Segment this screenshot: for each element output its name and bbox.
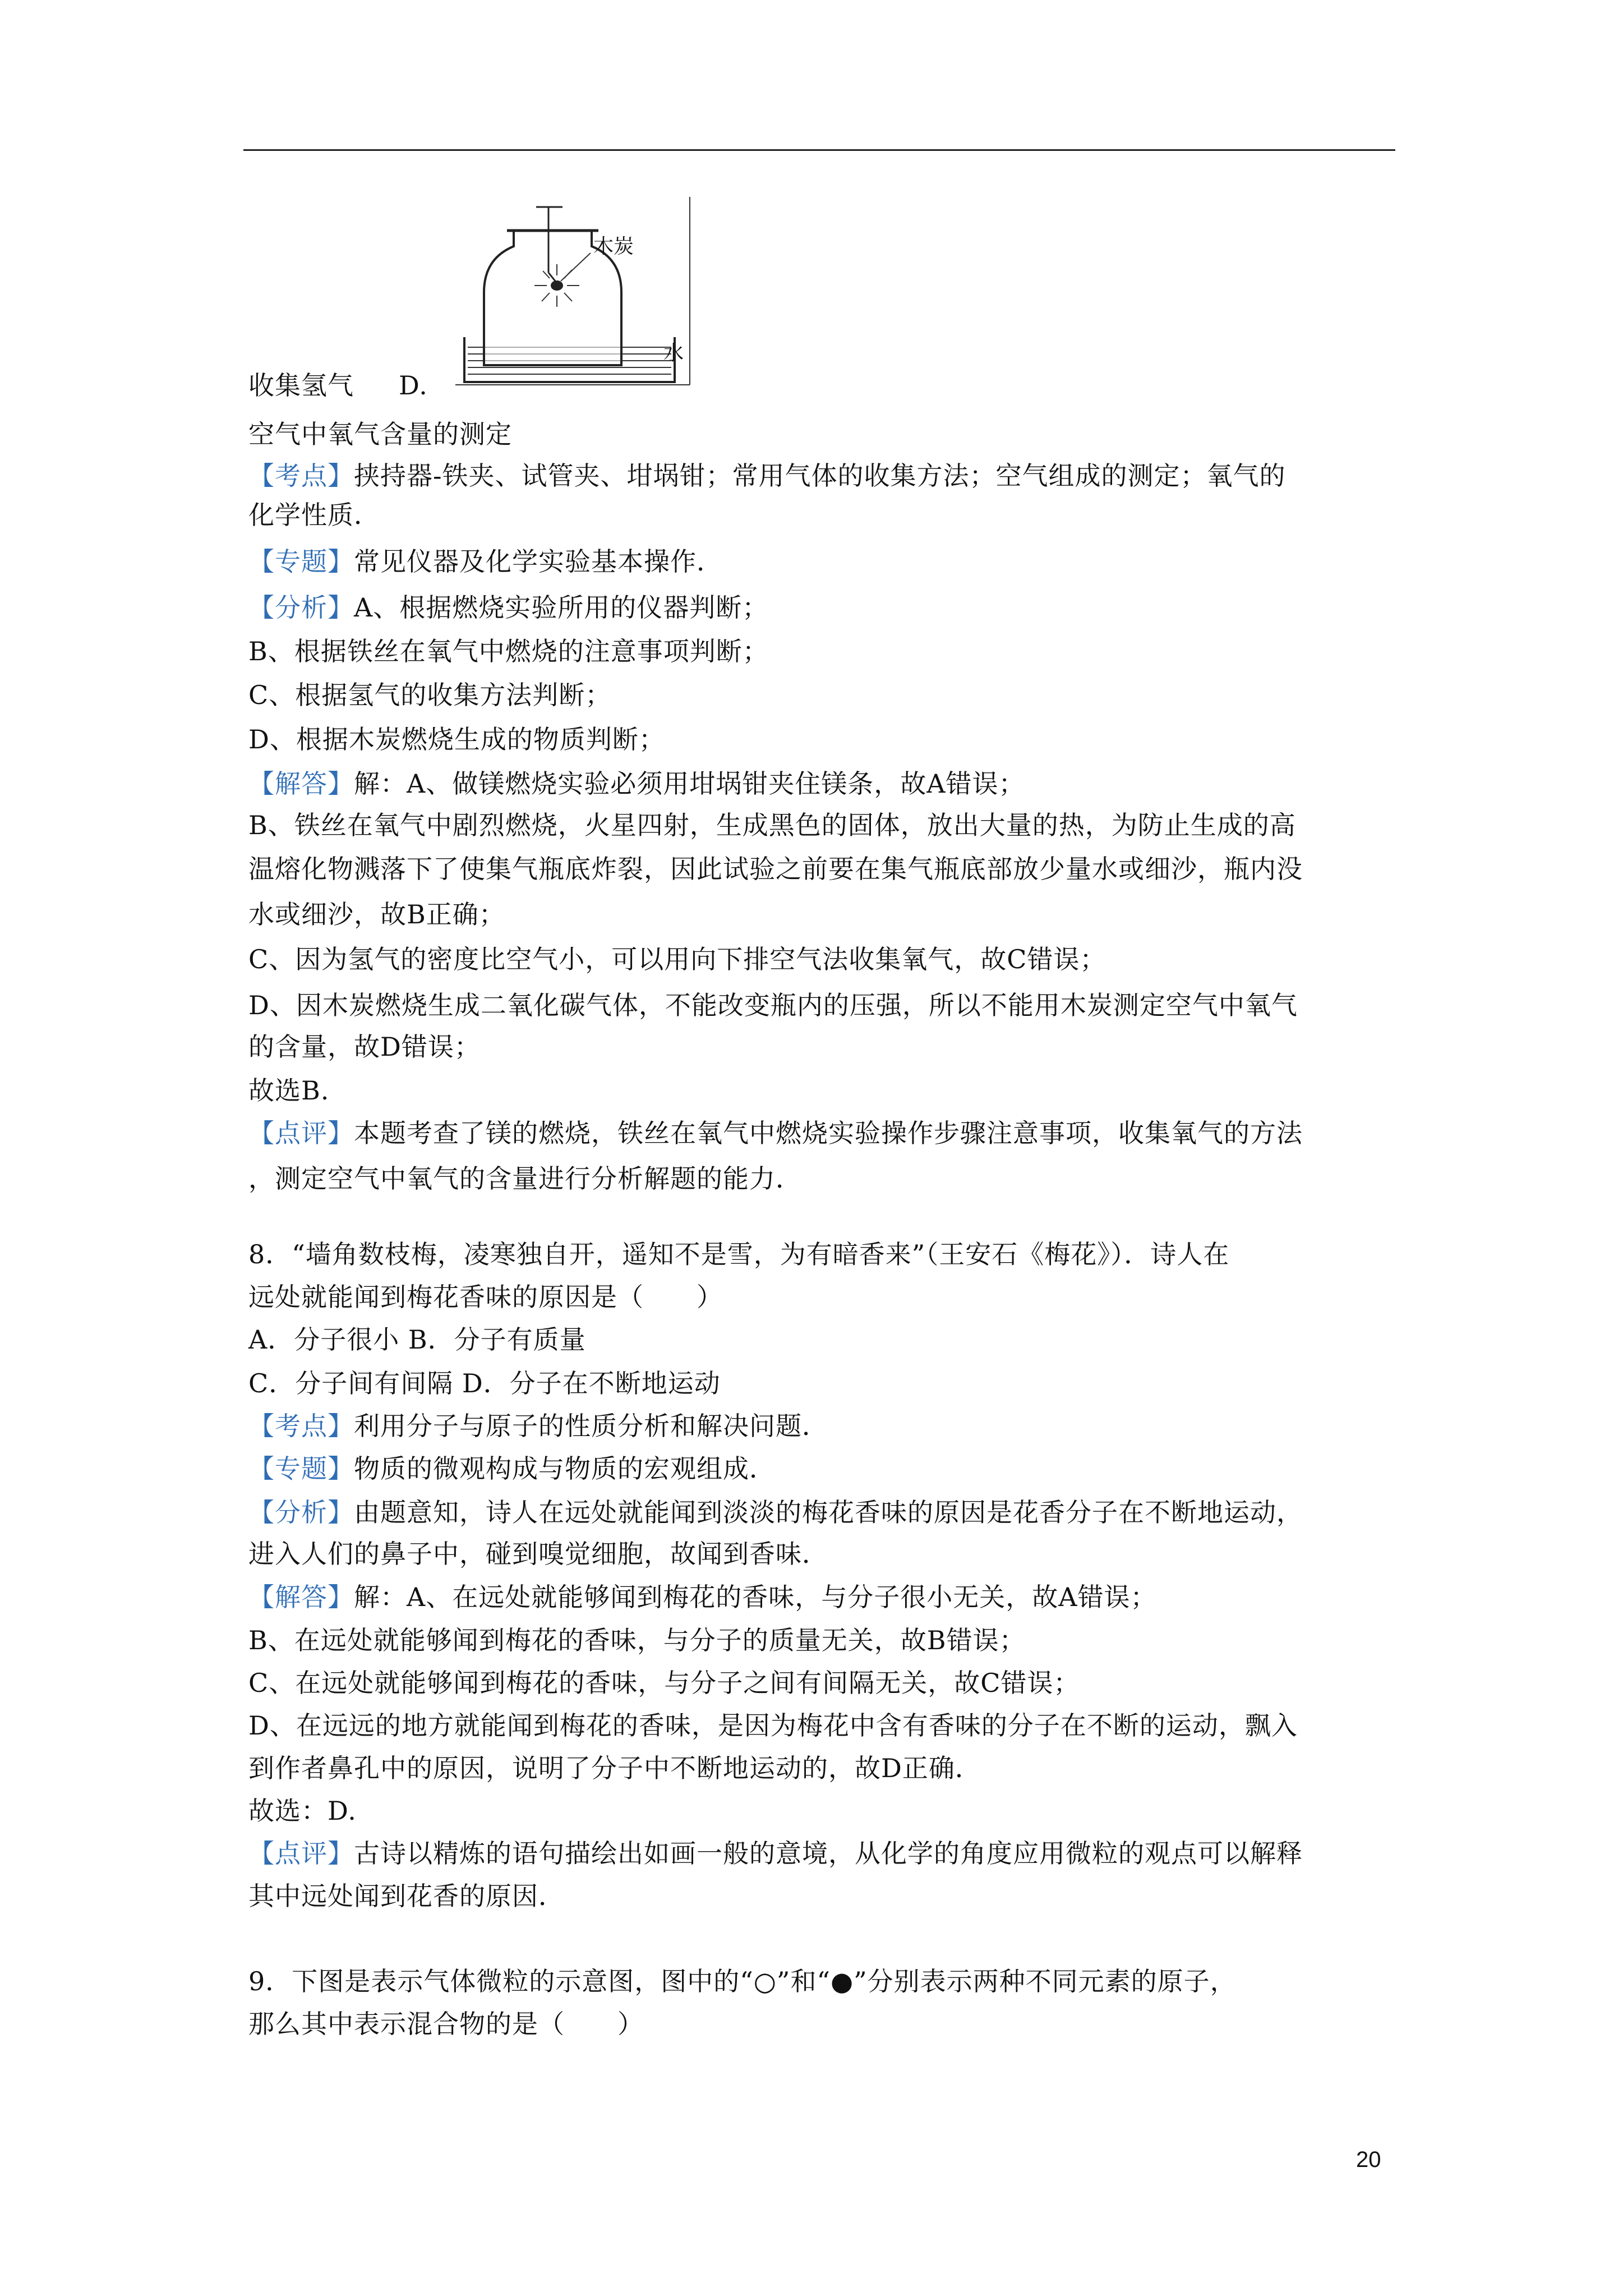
label-water: 水: [663, 342, 684, 365]
q8-fenxi: 【分析】由题意知，诗人在远处就能闻到淡淡的梅花香味的原因是花香分子在不断地运动，: [248, 1497, 1303, 1527]
q7-jieda-5: C、因为氢气的密度比空气小，可以用向下排空气法收集氧气，故C错误；: [248, 944, 1106, 974]
q7-jieda-3: 温熔化物溅落下了使集气瓶底炸裂，因此试验之前要在集气瓶底部放少量水或细沙，瓶内没: [248, 854, 1303, 884]
q8-stem: 8．“墙角数枝梅，凌寒独自开，遥知不是雪，为有暗香来”（王安石《梅花》）．诗人在: [248, 1239, 1230, 1269]
q9-stem-cont: 那么其中表示混合物的是（ ）: [248, 2009, 644, 2039]
q8-options-cd: C．分子间有间隔 D．分子在不断地运动: [248, 1368, 721, 1398]
tag-zhuanti: 【专题】: [248, 546, 354, 577]
q7-fenxi-d: D、根据木炭燃烧生成的物质判断；: [248, 724, 665, 754]
page-number: 20: [1356, 2147, 1381, 2172]
q7-dianping: 【点评】本题考查了镁的燃烧，铁丝在氧气中燃烧实验操作步骤注意事项，收集氧气的方法: [248, 1118, 1303, 1148]
q8-jieda: 【解答】解：A、在远处就能够闻到梅花的香味，与分子很小无关，故A错误；: [248, 1582, 1157, 1612]
label-charcoal: 木炭: [593, 235, 634, 258]
q8-jieda-d-cont: 到作者鼻孔中的原因，说明了分子中不断地运动的，故D正确．: [248, 1753, 981, 1783]
q8-zhuanti: 【专题】物质的微观构成与物质的宏观组成．: [248, 1453, 776, 1484]
tag-jieda: 【解答】: [248, 1582, 354, 1612]
tag-dianping: 【点评】: [248, 1118, 354, 1148]
tag-jieda: 【解答】: [248, 769, 354, 799]
q7-kaodian-cont: 化学性质．: [248, 500, 380, 530]
q7-jieda-6: D、因木炭燃烧生成二氧化碳气体，不能改变瓶内的压强，所以不能用木炭测定空气中氧气: [248, 990, 1298, 1020]
option-d-letter: D.: [399, 370, 428, 401]
q7-dianping-cont: ，测定空气中氧气的含量进行分析解题的能力．: [248, 1163, 802, 1194]
q8-jieda-b: B、在远处就能够闻到梅花的香味，与分子的质量无关，故B错误；: [248, 1625, 1026, 1655]
tag-fenxi: 【分析】: [248, 592, 354, 623]
q9-stem: 9．下图是表示气体微粒的示意图，图中的“○”和“●”分别表示两种不同元素的原子，: [248, 1966, 1237, 1996]
q7-answer: 故选B.: [248, 1075, 330, 1106]
q8-fenxi-cont: 进入人们的鼻子中，碰到嗅觉细胞，故闻到香味．: [248, 1539, 828, 1569]
figure-caption-prev: 收集氢气: [248, 370, 354, 401]
q8-answer: 故选：D.: [248, 1796, 357, 1826]
q7-kaodian: 【考点】挟持器-铁夹、试管夹、坩埚钳；常用气体的收集方法；空气组成的测定；氧气的: [248, 461, 1286, 491]
q8-kaodian: 【考点】利用分子与原子的性质分析和解决问题．: [248, 1411, 828, 1441]
q7-jieda-7: 的含量，故D错误；: [248, 1032, 481, 1062]
q7-fenxi-b: B、根据铁丝在氧气中燃烧的注意事项判断；: [248, 636, 769, 666]
q8-dianping-cont: 其中远处闻到花香的原因．: [248, 1881, 565, 1911]
tag-fenxi: 【分析】: [248, 1497, 354, 1527]
q7-jieda-4: 水或细沙，故B正确；: [248, 899, 505, 930]
q8-stem-cont: 远处就能闻到梅花香味的原因是（ ）: [248, 1282, 723, 1312]
header-rule: [243, 149, 1395, 151]
q8-dianping: 【点评】古诗以精炼的语句描绘出如画一般的意境，从化学的角度应用微粒的观点可以解释: [248, 1838, 1303, 1869]
figure-caption-row: [248, 369, 428, 402]
tag-dianping: 【点评】: [248, 1838, 354, 1869]
q8-jieda-c: C、在远处就能够闻到梅花的香味，与分子之间有间隔无关，故C错误；: [248, 1668, 1080, 1698]
tag-zhuanti: 【专题】: [248, 1453, 354, 1484]
q7-fenxi: 【分析】A、根据燃烧实验所用的仪器判断；: [248, 592, 769, 623]
q7-fenxi-c: C、根据氢气的收集方法判断；: [248, 680, 612, 710]
charcoal-jar-figure: [453, 197, 692, 390]
q8-jieda-d: D、在远远的地方就能闻到梅花的香味，是因为梅花中含有香味的分子在不断的运动，飘入: [248, 1710, 1298, 1741]
q8-options-ab: A．分子很小 B．分子有质量: [248, 1324, 586, 1355]
figure-caption-d: 空气中氧气含量的测定: [248, 419, 512, 449]
q7-zhuanti: 【专题】常见仪器及化学实验基本操作．: [248, 546, 723, 577]
tag-kaodian: 【考点】: [248, 461, 354, 491]
q7-jieda: 【解答】解：A、做镁燃烧实验必须用坩埚钳夹住镁条，故A错误；: [248, 769, 1025, 799]
q7-jieda-2: B、铁丝在氧气中剧烈燃烧，火星四射，生成黑色的固体，放出大量的热，为防止生成的高: [248, 810, 1296, 840]
tag-kaodian: 【考点】: [248, 1411, 354, 1441]
